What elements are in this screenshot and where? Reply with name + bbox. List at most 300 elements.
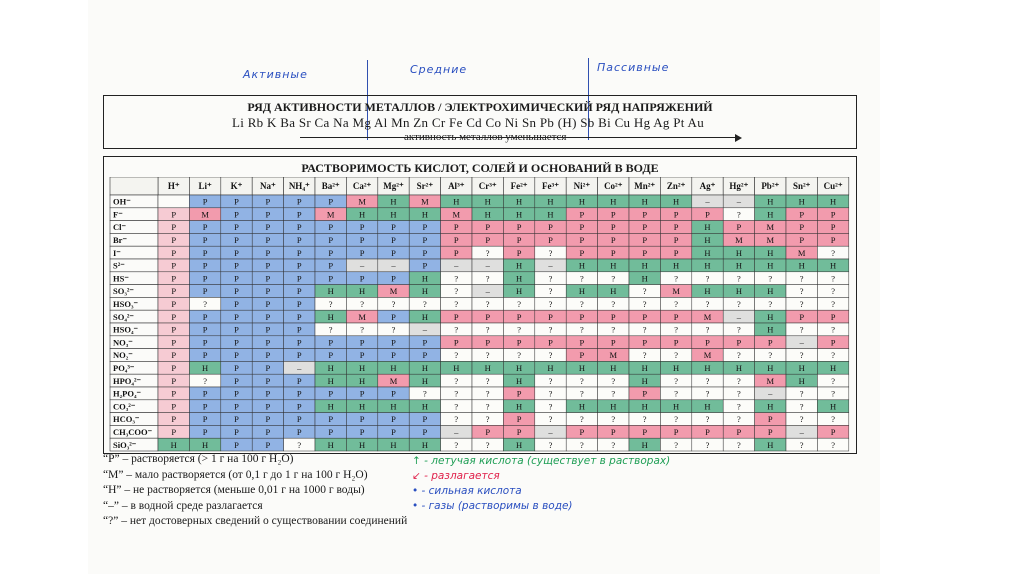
solubility-value: Н [453, 196, 460, 207]
solubility-value: Н [641, 260, 648, 271]
solubility-value: Н [830, 260, 837, 271]
solubility-value: Р [202, 235, 208, 245]
solubility-value: Р [453, 311, 459, 322]
solubility-value: – [799, 427, 804, 437]
cation-label: Sr²⁺ [416, 181, 434, 191]
solubility-value: Н [359, 209, 366, 220]
legend [103, 452, 407, 530]
cation-label: Mn²⁺ [634, 181, 656, 191]
solubility-value: Н [673, 196, 680, 207]
solubility-value: ? [768, 350, 773, 361]
solubility-value: Н [547, 363, 554, 373]
solubility-value: Р [610, 247, 616, 258]
solubility-value: М [609, 350, 618, 361]
solubility-value: ? [799, 273, 804, 284]
solubility-value: М [797, 247, 806, 258]
cation-label: Zn²⁺ [666, 181, 686, 191]
solubility-value: Р [265, 299, 271, 309]
solubility-value: М [766, 375, 775, 386]
solubility-value: ? [517, 299, 521, 309]
solubility-value: – [359, 260, 365, 271]
solubility-value: Р [359, 388, 365, 399]
solubility-value: Н [516, 209, 523, 220]
solubility-value: Р [453, 235, 459, 245]
solubility-value: Н [484, 363, 491, 373]
solubility-value: – [391, 260, 396, 271]
solubility-value: ? [799, 414, 804, 425]
solubility-value: Р [830, 311, 836, 322]
solubility-value: Р [359, 222, 365, 233]
solubility-value: ? [454, 375, 459, 386]
solubility-value: Р [736, 337, 742, 348]
solubility-value: Р [391, 235, 396, 245]
solubility-value: ? [548, 375, 553, 386]
solubility-value: ? [799, 299, 804, 309]
solubility-value: Р [548, 337, 553, 348]
solubility-value: Н [421, 363, 428, 373]
solubility-value: Н [547, 196, 554, 207]
solubility-value: ? [203, 299, 207, 309]
solubility-value: Н [735, 286, 742, 297]
solubility-value: Н [641, 375, 648, 386]
solubility-value: ? [799, 388, 804, 399]
solubility-value: Р [453, 247, 459, 258]
solubility-value: Р [328, 260, 334, 271]
solubility-value: Р [516, 235, 522, 245]
solubility-value: Р [234, 439, 239, 450]
solubility-value: Р [328, 337, 334, 348]
solubility-value: Н [767, 324, 774, 335]
legend-item: “М” – мало растворяется (от 0,1 г до 1 г на 100 г H₂O) [103, 468, 368, 481]
solubility-value: Р [234, 286, 239, 297]
solubility-value: Н [830, 363, 837, 373]
solubility-value: ? [768, 273, 773, 284]
solubility-value: Р [422, 350, 428, 361]
solubility-value: Р [171, 273, 177, 284]
solubility-value: Р [171, 324, 177, 335]
solubility-value: ? [642, 414, 647, 425]
activity-series: Li Rb K Ba Sr Ca Na Mg Al Mn Zn Cr Fe Cd Co Ni Sn Pb (H) Sb Bi Cu Hg Ag Pt Au [232, 115, 705, 130]
solubility-value: ? [454, 439, 459, 450]
handwritten-passive: Пассивные [597, 61, 670, 74]
solubility-value: М [326, 209, 335, 220]
legend-item: “–” – в водной среде разлагается [103, 499, 263, 512]
solubility-value: Р [579, 427, 585, 437]
solubility-value: ? [799, 401, 804, 412]
solubility-value: Н [516, 286, 523, 297]
solubility-value: ? [611, 324, 616, 335]
solubility-value: Р [171, 401, 177, 412]
solubility-value: Р [516, 222, 522, 233]
solubility-value: М [735, 235, 743, 245]
solubility-value: Р [359, 427, 365, 437]
solubility-value: Р [202, 286, 208, 297]
solubility-value: М [703, 311, 712, 322]
solubility-value: Р [265, 247, 271, 258]
solubility-value: ? [611, 299, 616, 309]
solubility-value: Р [296, 388, 302, 399]
solubility-value: Р [171, 363, 177, 373]
solubility-value: Р [830, 235, 836, 245]
solubility-value: Н [830, 196, 837, 207]
cation-label: H⁺ [167, 181, 180, 191]
solubility-value: Н [516, 439, 523, 450]
activity-series-box [103, 95, 857, 149]
solubility-value: Р [830, 222, 836, 233]
solubility-value: ? [705, 388, 710, 399]
solubility-value: Р [359, 337, 365, 348]
solubility-value: Р [485, 235, 491, 245]
solubility-value: Р [642, 247, 648, 258]
solubility-value: Р [202, 196, 208, 207]
solubility-value: Н [610, 401, 617, 412]
solubility-value: Р [705, 337, 710, 348]
hand-legend-item: ↙ - разлагается [412, 470, 500, 482]
solubility-value: ? [297, 439, 302, 450]
solubility-value: ? [737, 388, 741, 399]
solubility-value: ? [391, 299, 396, 309]
solubility-value: ? [674, 414, 678, 425]
solubility-value: Н [453, 363, 460, 373]
solubility-value: ? [831, 375, 835, 386]
anion-label: Cl⁻ [113, 222, 126, 233]
solubility-value: Р [296, 299, 302, 309]
solubility-value: Р [391, 311, 396, 322]
solubility-value: Р [673, 222, 679, 233]
anion-label: PO₄³⁻ [113, 363, 135, 373]
solubility-value: Н [578, 286, 585, 297]
solubility-value: ? [611, 375, 616, 386]
solubility-value: М [672, 286, 680, 297]
solubility-value: Р [296, 311, 302, 322]
solubility-value: Р [642, 311, 648, 322]
solubility-value: Н [641, 273, 648, 284]
solubility-value: ? [611, 414, 616, 425]
solubility-value: ? [454, 414, 459, 425]
anion-label: S²⁻ [113, 260, 125, 271]
solubility-value: Н [767, 401, 774, 412]
solubility-value: Р [422, 260, 428, 271]
solubility-value: Р [296, 350, 302, 361]
anion-label: NO₂⁻ [113, 350, 133, 361]
solubility-cell [158, 195, 189, 208]
solubility-value: Н [578, 260, 585, 271]
solubility-value: Р [485, 222, 491, 233]
solubility-value: Н [610, 260, 617, 271]
solubility-value: Р [579, 350, 585, 361]
cation-label: Pb²⁺ [761, 181, 780, 191]
solubility-value: ? [705, 414, 710, 425]
solubility-value: Р [453, 222, 459, 233]
solubility-value: ? [831, 439, 835, 450]
solubility-value: Н [767, 260, 774, 271]
solubility-value: Р [610, 427, 616, 437]
solubility-value: Р [642, 209, 648, 220]
cation-label: Mg²⁺ [383, 181, 404, 191]
solubility-value: Н [704, 247, 711, 258]
solubility-value: ? [831, 286, 835, 297]
anion-label: CH₃COO⁻ [113, 427, 153, 437]
solubility-value: ? [454, 388, 459, 399]
cation-label: Ba²⁺ [321, 181, 340, 191]
solubility-value: ? [548, 439, 553, 450]
cation-label: Li⁺ [198, 181, 212, 191]
solubility-value: Н [359, 375, 366, 386]
solubility-value: Р [265, 311, 271, 322]
solubility-value: ? [799, 324, 804, 335]
solubility-value: ? [328, 324, 333, 335]
solubility-value: Р [705, 427, 710, 437]
solubility-value: Р [799, 222, 805, 233]
solubility-value: ? [485, 350, 490, 361]
solubility-value: Н [578, 196, 585, 207]
solubility-value: Р [171, 286, 177, 297]
anion-label: NO₃⁻ [113, 337, 133, 348]
solubility-value: Р [391, 414, 396, 425]
solubility-value: Н [641, 363, 648, 373]
solubility-value: Р [171, 311, 177, 322]
solubility-value: ? [485, 401, 490, 412]
anion-label: SiO₃²⁻ [113, 439, 137, 450]
solubility-value: Р [391, 247, 396, 258]
solubility-value: Н [516, 260, 523, 271]
solubility-value: Н [673, 401, 680, 412]
cation-label: Fe³⁺ [542, 181, 559, 191]
solubility-value: Н [421, 439, 428, 450]
solubility-value: ? [485, 299, 490, 309]
solubility-value: ? [485, 247, 490, 258]
solubility-value: ? [548, 273, 553, 284]
solubility-value: Р [202, 311, 208, 322]
handwritten-medium: Средние [410, 63, 468, 76]
anion-label: Br⁻ [113, 235, 127, 245]
solubility-value: Р [202, 414, 208, 425]
solubility-value: М [358, 311, 366, 322]
solubility-value: Р [391, 337, 396, 348]
solubility-value: ? [580, 324, 584, 335]
solubility-value: Р [202, 427, 208, 437]
solubility-value: ? [548, 324, 553, 335]
solubility-value: Н [390, 439, 397, 450]
solubility-value: Р [265, 260, 271, 271]
solubility-value: ? [799, 286, 804, 297]
solubility-value: Н [704, 286, 711, 297]
solubility-value: Н [359, 363, 366, 373]
solubility-value: ? [674, 350, 678, 361]
solubility-value: – [799, 337, 804, 348]
solubility-value: Н [390, 196, 397, 207]
solubility-value: Р [296, 235, 302, 245]
solubility-value: ? [737, 273, 741, 284]
solubility-value: Н [610, 286, 617, 297]
cation-label: Na⁺ [260, 181, 276, 191]
solubility-value: Р [265, 235, 271, 245]
legend-item: “?” – нет достоверных сведений о существовании соединений [103, 515, 408, 527]
cation-label: NH₄⁺ [288, 181, 310, 191]
hand-legend-item: ↑ - летучая кислота (существует в растворах) [412, 455, 671, 467]
solubility-value: Р [391, 427, 396, 437]
solubility-value: Р [296, 427, 302, 437]
solubility-table-box [103, 156, 857, 454]
solubility-value: ? [548, 286, 553, 297]
solubility-value: Н [421, 401, 428, 412]
solubility-value: Р [610, 222, 616, 233]
solubility-value: Н [735, 260, 742, 271]
solubility-value: ? [705, 375, 710, 386]
solubility-value: Р [265, 427, 271, 437]
solubility-value: Р [422, 337, 428, 348]
solubility-value: Р [579, 222, 585, 233]
solubility-value: Р [202, 247, 208, 258]
solubility-value: Р [234, 401, 239, 412]
solubility-value: ? [674, 299, 678, 309]
solubility-value: Р [202, 324, 208, 335]
solubility-value: Р [548, 311, 553, 322]
solubility-value: Н [798, 363, 805, 373]
solubility-value: ? [705, 273, 710, 284]
solubility-value: Н [704, 260, 711, 271]
cation-label: Ni²⁺ [573, 181, 591, 191]
solubility-value: ? [831, 299, 835, 309]
solubility-value: ? [831, 324, 835, 335]
solubility-value: Р [296, 247, 302, 258]
solubility-value: Р [516, 311, 522, 322]
solubility-value: ? [674, 439, 678, 450]
solubility-value: Р [485, 427, 491, 437]
solubility-value: Р [296, 414, 302, 425]
solubility-value: Н [735, 363, 742, 373]
solubility-value: ? [485, 375, 490, 386]
solubility-value: ? [674, 375, 678, 386]
solubility-value: Р [830, 209, 836, 220]
solubility-value: ? [517, 324, 521, 335]
solubility-value: М [389, 375, 398, 386]
solubility-value: Н [327, 439, 334, 450]
solubility-value: ? [737, 299, 741, 309]
solubility-value: ? [642, 286, 647, 297]
solubility-value: ? [642, 350, 647, 361]
solubility-value: Р [328, 222, 334, 233]
solubility-value: Р [171, 247, 177, 258]
solubility-value: Н [390, 209, 397, 220]
anion-label: HPO₄²⁻ [113, 375, 141, 386]
solubility-value: Н [202, 363, 209, 373]
solubility-value: Р [234, 427, 239, 437]
solubility-value: ? [831, 350, 835, 361]
solubility-value: Р [265, 401, 271, 412]
solubility-value: ? [768, 299, 773, 309]
solubility-value: Н [704, 235, 711, 245]
solubility-value: ? [485, 414, 490, 425]
solubility-value: Р [234, 209, 239, 220]
solubility-value: Р [202, 222, 208, 233]
solubility-value: ? [737, 324, 741, 335]
solubility-value: ? [831, 414, 835, 425]
solubility-value: Н [798, 196, 805, 207]
solubility-value: – [736, 311, 742, 322]
solubility-value: Н [767, 311, 774, 322]
solubility-value: Н [359, 286, 366, 297]
anion-label: F⁻ [113, 209, 123, 220]
solubility-value: Р [265, 363, 271, 373]
solubility-value: Н [516, 196, 523, 207]
solubility-value: Р [391, 388, 396, 399]
solubility-value: ? [831, 247, 835, 258]
solubility-value: Р [328, 273, 334, 284]
solubility-value: ? [548, 350, 553, 361]
solubility-value: Р [171, 414, 177, 425]
solubility-value: Р [265, 286, 271, 297]
solubility-value: Р [359, 235, 365, 245]
solubility-value: Н [767, 439, 774, 450]
solubility-value: Р [234, 388, 239, 399]
solubility-value: Н [578, 401, 585, 412]
solubility-value: Р [391, 222, 396, 233]
solubility-value: ? [674, 324, 678, 335]
solubility-value: Р [296, 222, 302, 233]
solubility-value: Р [579, 311, 585, 322]
solubility-value: Р [548, 235, 553, 245]
solubility-value: Р [642, 427, 648, 437]
solubility-value: Н [359, 401, 366, 412]
cation-label: Fe²⁺ [510, 181, 528, 191]
solubility-value: Р [359, 414, 365, 425]
solubility-value: Р [234, 375, 239, 386]
solubility-value: Н [516, 401, 523, 412]
solubility-value: Р [422, 235, 428, 245]
solubility-value: Р [736, 427, 742, 437]
solubility-value: Р [328, 414, 334, 425]
solubility-value: ? [642, 324, 647, 335]
anion-label: HCO₃⁻ [113, 414, 140, 425]
solubility-value: Н [327, 311, 334, 322]
solubility-value: Р [265, 414, 271, 425]
solubility-value: Р [391, 350, 396, 361]
solubility-value: Р [234, 337, 239, 348]
solubility-value: Р [830, 427, 836, 437]
solubility-value: Р [516, 247, 522, 258]
solubility-value: ? [737, 414, 741, 425]
solubility-value: Н [641, 439, 648, 450]
solubility-value: – [454, 427, 459, 437]
solubility-value: Н [484, 196, 491, 207]
solubility-value: ? [454, 324, 459, 335]
solubility-value: Н [704, 363, 711, 373]
solubility-value: Р [328, 235, 334, 245]
anion-label: OH⁻ [113, 196, 131, 207]
hand-legend-item: • - газы (растворимы в воде) [412, 500, 573, 512]
solubility-value: Р [202, 388, 208, 399]
solubility-value: М [452, 209, 461, 220]
solubility-value: Р [265, 375, 271, 386]
solubility-value: Р [328, 388, 334, 399]
solubility-value: ? [799, 439, 804, 450]
solubility-value: Н [610, 196, 617, 207]
solubility-value: Р [516, 388, 522, 399]
solubility-value: Н [421, 273, 428, 284]
solubility-value: Н [390, 401, 397, 412]
solubility-value: Н [704, 401, 711, 412]
corner-cell [110, 177, 158, 195]
solubility-value: ? [611, 388, 616, 399]
solubility-value: Р [799, 235, 805, 245]
solubility-value: М [358, 196, 366, 207]
solubility-value: ? [831, 388, 835, 399]
solubility-value: Р [736, 222, 742, 233]
solubility-value: Н [327, 375, 334, 386]
solubility-value: ? [454, 286, 459, 297]
hand-legend-item: • - сильная кислота [412, 485, 522, 497]
